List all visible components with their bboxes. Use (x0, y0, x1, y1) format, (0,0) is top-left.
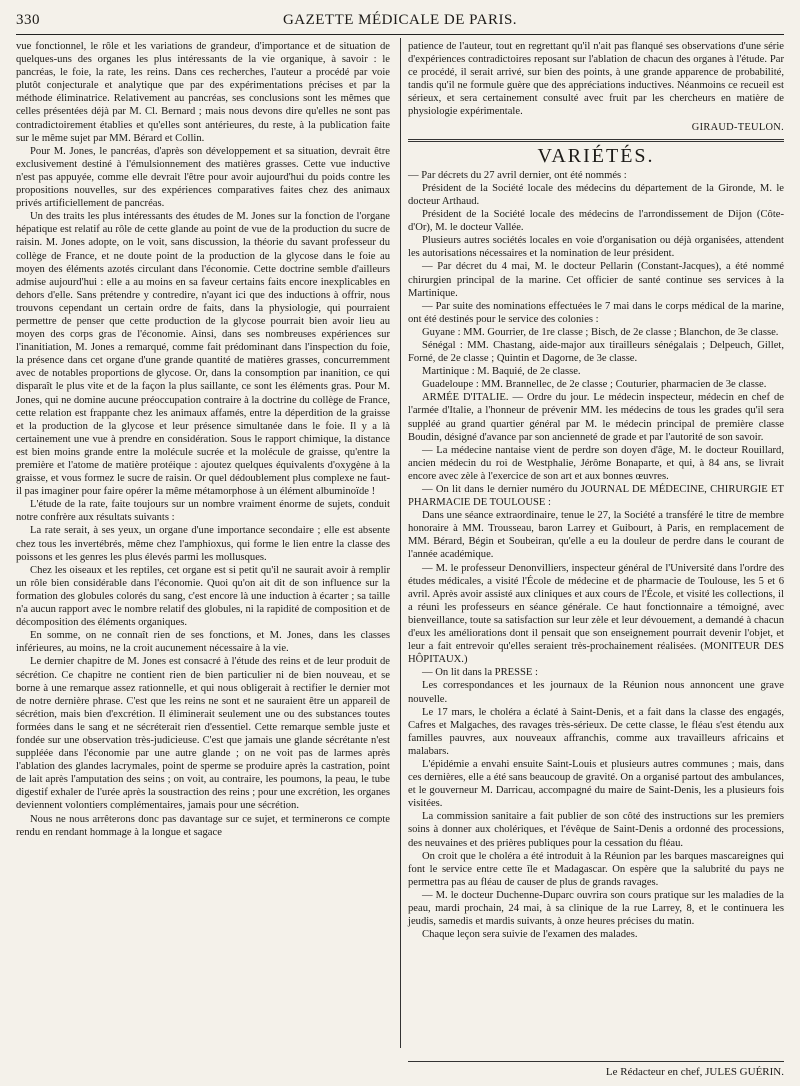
left-column-paragraph: Nous ne nous arrêterons donc pas davantage sur ce sujet, et terminerons ce compte rendu en rendant hommage à la longue et sagace (16, 813, 390, 838)
page-number: 330 (16, 12, 40, 28)
varietes-paragraph: ARMÉE D'ITALIE. — Ordre du jour. Le médecin inspecteur, médecin en chef de l'armée d'Italie, a l'honneur de prévenir MM. les médecins de tous les grades qu'il sera suppléé au grand quartier général par M. le médecin principal de première classe Boudin, désigné d'avance par son ancienneté de grade et par l'autorité de son savoir. (408, 392, 784, 443)
varietes-paragraph: — On lit dans la PRESSE : (422, 667, 538, 679)
left-column-paragraph: vue fonctionnel, le rôle et les variations de grandeur, d'importance et de situation de quelques-uns des organes les plus intéressants de la vie organique, à savoir : le pancréas, le foie, la rate, les reins. Dans ces recherches, l'auteur a procédé par voie plutôt conjecturale et analytique que par des expérimentations précises et par la méthode éliminatrice. Relativement au pancréas, ses conclusions sont les mêmes que celles présentées déjà par M. Cl. Bernard ; mais nous devons dire qu'elles ne sont pas contradictoirement établies et qu'elles sont antérieures, du reste, à la publication faite sur le même sujet par MM. Bérard et Collin. (16, 41, 390, 144)
left-column-paragraph: L'étude de la rate, faite toujours sur un nombre vraiment énorme de sujets, conduit notre confrère aux résultats suivants : (16, 499, 390, 524)
varietes-paragraph: Le 17 mars, le choléra a éclaté à Saint-Denis, et a fait dans la classe des engagés, Cafres et Malgaches, des ravages très-sérieux. De cette classe, le fléau s'est étendu aux familles pauvres, aux nouveaux affranchis, comme aux travailleurs africains et malabars. (408, 706, 784, 757)
varietes-paragraph: L'épidémie a envahi ensuite Saint-Louis et plusieurs autres communes ; mais, dans ces dernières, elle a été sans beaucoup de gravité. On a organisé partout des ambulances, et le gouverneur M. Darricau, accompagné du maire de Saint-Denis, les a plusieurs fois visitées. (408, 758, 784, 810)
review-paragraph: patience de l'auteur, tout en regrettant qu'il n'ait pas flanqué ses observations d'une série d'expériences contradictoires reposant sur l'ablation de chacun des organes à l'étude. Par ce procédé, il serait arrivé, sur bien des points, à une grande apparence de probabilité, tandis qu'il ne formule guère que des appréciations inductives. Néanmoins ce recueil est sérieux, et sera certainement consulté avec fruit par les chercheurs en matière de physiologie expérimentale. (408, 41, 784, 118)
newspaper-page (16, 8, 784, 1078)
varietes-paragraph: Guadeloupe : MM. Brannellec, de 2e classe ; Couturier, pharmacien de 3e classe. (422, 379, 767, 391)
varietes-paragraph: — Par suite des nominations effectuées le 7 mai dans le corps médical de la marine, ont été destinés pour le service des colonies : (408, 300, 784, 325)
left-column-paragraph: En somme, on ne connaît rien de ses fonctions, et M. Jones, dans les classes inférieures, au moins, ne la croit aucunement nécessaire à la vie. (16, 630, 390, 655)
editor-signature: Le Rédacteur en chef, JULES GUÉRIN. (408, 1061, 784, 1078)
varietes-paragraph: — On lit dans le dernier numéro du JOURNAL DE MÉDECINE, CHIRURGIE ET PHARMACIE DE TOULOUSE : (408, 484, 784, 509)
running-head (16, 8, 784, 35)
varietes-paragraph: — M. le docteur Duchenne-Duparc ouvrira son cours pratique sur les maladies de la peau, mardi prochain, 24 mai, à sa clinique de la rue Larrey, 8, et le continuera les jeudis, samedis et mardis suivants, à onze heures précises du matin. (408, 889, 784, 928)
varietes-paragraph: On croit que le choléra a été introduit à la Réunion par les barques mascareignes qui font le service entre cette île et Madagascar. On espère que la salubrité du pays ne permettra pas au fléau de causer de plus de grands ravages. (408, 850, 784, 888)
varietes-paragraph: Guyane : MM. Gourrier, de 1re classe ; Bisch, de 2e classe ; Blanchon, de 3e classe. (422, 326, 779, 338)
varietes-paragraph: Les correspondances et les journaux de la Réunion nous annoncent une grave nouvelle. (408, 680, 784, 705)
column-divider (400, 38, 401, 1048)
varietes-body (408, 169, 784, 942)
journal-title: GAZETTE MÉDICALE DE PARIS. (282, 12, 518, 28)
left-column-paragraph: La rate serait, à ses yeux, un organe d'une importance secondaire ; elle est absente chez tous les invertébrés, même chez l'amphioxus, qui forme le lien entre la classe des poissons et les genres les plus élevés parmi les mollusques. (16, 525, 390, 563)
left-column-paragraph: Le dernier chapitre de M. Jones est consacré à l'étude des reins et de leur produit de sécrétion. Ce chapitre ne contient rien de bien particulier ni de bien nouveau, et se borne à une remarque assez rationnelle, et qui nous obligerait à rectifier le dernier mot de notre dernière phrase. C'est que les reins ne sont et ne sauraient être un appareil de sécrétion, mais bien d'excrétion. Il éliminerait seulement une ou des substances toutes formées dans le sang et ne sécréterait rien d'essentiel. Cette remarque semble juste et fondée sur une observation très-judicieuse. C'est que jamais une glande sécrétante n'est suppléée dans l'économie par une autre glande ; on ne voit pas de larmes après l'ablation des glandes lacrymales, point de sperme se produire après la castration, point de lait après l'amputation des seins ; on voit, au contraire, les poumons, la peau, le tube digestif exhaler de l'urée après la soustraction des reins ; pour une excrétion, les organes deviennent volontiers complémentaires, jamais pour une sécrétion. (16, 656, 390, 812)
varietes-paragraph: Plusieurs autres sociétés locales en voie d'organisation ou déjà organisées, attendent les autorisations nécessaires et la nomination de leur président. (408, 235, 784, 260)
varietes-paragraph: Martinique : M. Baquié, de 2e classe. (422, 366, 581, 378)
left-column-paragraph: Pour M. Jones, le pancréas, d'après son développement et sa situation, devrait être exclusivement destiné à l'émulsionnement des matières grasses. Cette vue inductive n'est pas appuyée, comme elle devrait l'être pour avoir aujourd'hui du poids contre les propositions nouvelles, sur des expériences comparatives faites chez des animaux privés artificiellement de pancréas. (16, 145, 390, 210)
varietes-paragraph: Dans une séance extraordinaire, tenue le 27, la Société a transféré le titre de membre honoraire à MM. Trousseau, baron Larrey et Guibourt, à Paris, en remplacement de MM. Bérard, Bégin et Soubeiran, qu'elle a eu la douleur de perdre dans le courant de l'année académique. (408, 510, 784, 561)
varietes-paragraph: Président de la Société locale des médecins du département de la Gironde, M. le docteur Arthaud. (408, 182, 784, 207)
varietes-paragraph: — Par décret du 4 mai, M. le docteur Pellarin (Constant-Jacques), a été nommé chirurgien principal de la marine. Cet officier de santé continue ses services à la Martinique. (408, 261, 784, 299)
review-signature: GIRAUD-TEULON. (691, 121, 784, 133)
varietes-paragraph: — Par décrets du 27 avril dernier, ont été nommés : (408, 169, 627, 181)
varietes-paragraph: Sénégal : MM. Chastang, aide-major aux tirailleurs sénégalais ; Delpeuch, Gillet, Forné, de 2e classe ; Quintin et Dagorne, de 3e classe. (408, 339, 784, 365)
left-column (16, 40, 390, 839)
section-separator (408, 139, 784, 142)
section-title: VARIÉTÉS. (537, 144, 655, 167)
varietes-paragraph: — La médecine nantaise vient de perdre son doyen d'âge, M. le docteur Rouillard, ancien médecin du roi de Westphalie, Jérôme Bonaparte, et qui, à 84 ans, se livrait encore avec zèle à l'exercice de son art et aux bonnes œuvres. (408, 444, 784, 482)
left-column-paragraph: Un des traits les plus intéressants des études de M. Jones sur la fonction de l'organe hépatique est relatif au rôle de cette glande au point de vue de la production du sucre de raisin. M. Jones adopte, on le voit, sans discussion, la théorie du savant professeur du collège de France, et ne doute point de la production de la glycose dans le foie au moyen des éléments azotés circulant dans l'économie. Cette doctrine semble d'ailleurs admise aujourd'hui : elle a au moins en sa faveur certains faits encore inexplicables en dehors d'elle. Sans prétendre y contredire, n'ayant ici que des inductions à offrir, nous trouvons cependant un certain ordre de faits, dans la physiologie, qui pourraient permettre de penser que cette production de la glycose pourrait bien avoir lieu au moyen des corps gras de l'économie. Ainsi, dans ses nombreuses expériences sur l'inanitiation, M. Jones a remarqué, comme fait prédominant dans l'inspection du foie, la présence dans cet organe d'une grande quantité de matières grasses, concurremment avec de notables proportions de glycose. Or, dans la consomption par inanition, ce qui disparaît le plus vite et de la façon la plus saillante, ce sont les éléments gras. Pour M. Jones, qui ne domine aucune préoccupation contraire à la doctrine du collège de France, cette relation est frappante chez les animaux affamés, entre la déperdition de la graisse et la production de la glycose et leur présence simultanée dans le foie. Il y a là certainement une vue à prendre en considération. Sous le rapport chimique, la distance est bien moins grande entre la molécule sucrée et la molécule de graisse, qu'entre la première et l'atome de matière protéique : ajoutez quelques équivalents d'oxygène à la graisse, et vous formez le sucre de raisin. Or quel dédoublement plus complexe ne faut-il pas imaginer pour faire opérer la même métamorphose à un élément albuminoïde ! (16, 211, 390, 498)
varietes-paragraph: La commission sanitaire a fait publier de son côté des instructions sur les premiers soins à donner aux cholériques, et l'évêque de Saint-Denis a ordonné des processions, des neuvaines et des prières publiques pour la cessation du fléau. (408, 811, 784, 849)
varietes-paragraph: — M. le professeur Denonvilliers, inspecteur général de l'Université dans l'ordre des études médicales, a visité l'École de médecine et de pharmacie de Toulouse, les 5 et 6 avril. Après avoir assisté aux cliniques et aux cours de l'École, et visité les collections, il a réuni les professeurs en séance générale. Ce haut fonctionnaire a témoigné, avec bienveillance, toute sa satisfaction sur leur zèle et leur dévouement, a demandé à chacun d'eux les améliorations dont il pensait que son enseignement pourrait devenir l'objet, et leur a fait entrevoir qu'elles seraient très-prochainement réalisées. (MONITEUR DES HÔPITAUX.) (408, 562, 784, 666)
varietes-paragraph: Président de la Société locale des médecins de l'arrondissement de Dijon (Côte-d'Or), M. le docteur Vallée. (408, 209, 784, 234)
left-column-paragraph: Chez les oiseaux et les reptiles, cet organe est si petit qu'il ne saurait avoir à remplir un rôle bien considérable dans l'économie. Quoi qu'on ait dit de son influence sur la formation des globules colorés du sang, c'est encore là une induction à écarter ; sa taille n'a aucun rapport avec le nombre relatif des globules, ni la rapidité de composition et de décomposition des éléments organiques. (16, 564, 390, 629)
review-conclusion (408, 40, 784, 119)
right-column (408, 40, 784, 941)
varietes-paragraph: Chaque leçon sera suivie de l'examen des malades. (422, 929, 638, 941)
